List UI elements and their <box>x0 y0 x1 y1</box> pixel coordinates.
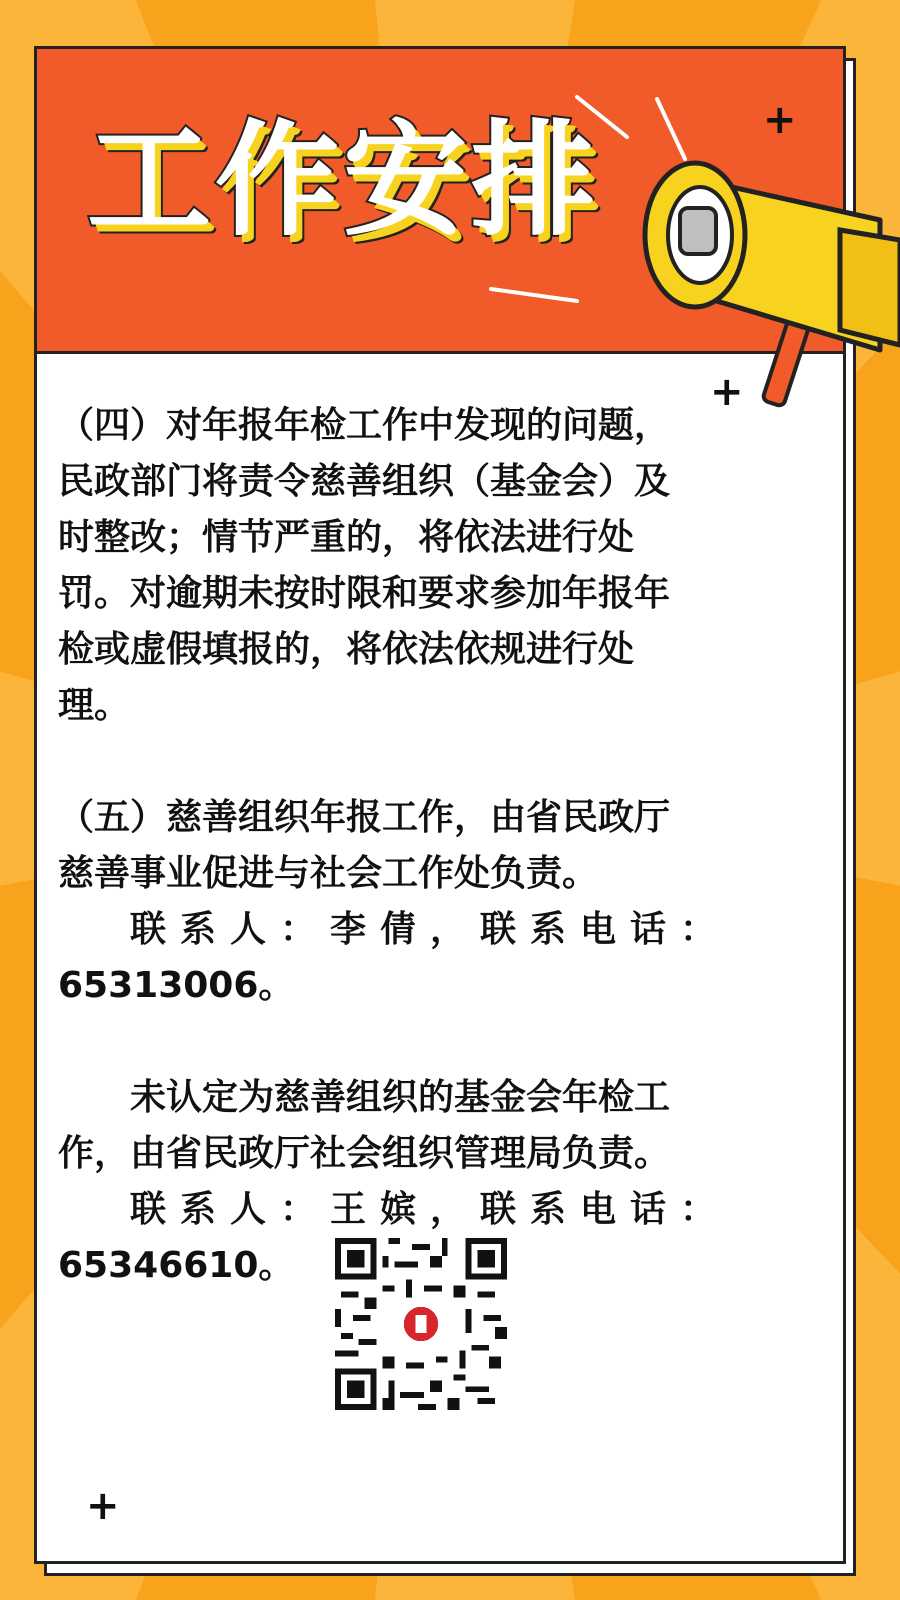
page-title: 工作安排 <box>87 109 600 253</box>
main-content <box>58 398 770 1294</box>
megaphone-icon <box>640 120 900 420</box>
plus-icon: + <box>763 97 797 143</box>
text-line: 作，由省民政厅社会组织管理局负责。 <box>58 1133 671 1174</box>
text-line: 未认定为慈善组织的基金会年检工 <box>130 1077 671 1118</box>
qr-code[interactable] <box>335 1238 507 1410</box>
text-line: 罚。对逾期未按时限和要求参加年报年 <box>58 573 671 614</box>
plus-icon: + <box>710 369 744 415</box>
text-line: 时整改；情节严重的，将依法进行处 <box>58 517 635 558</box>
contact-label: 联系人：王嫔，联系电话： <box>130 1189 731 1230</box>
speed-lines <box>487 281 607 311</box>
text-line: （四）对年报年检工作中发现的问题， <box>58 405 671 446</box>
text-line: 民政部门将责令慈善组织（基金会）及 <box>58 461 671 502</box>
text-line: 理。 <box>58 685 131 726</box>
contact-phone: 65313006。 <box>58 965 295 1006</box>
text-line: （五）慈善组织年报工作，由省民政厅 <box>58 797 671 838</box>
contact-label: 联系人：李倩，联系电话： <box>130 909 731 950</box>
text-line: 检或虚假填报的，将依法依规进行处 <box>58 629 635 670</box>
section-4 <box>58 398 770 734</box>
contact-phone: 65346610。 <box>58 1245 295 1286</box>
section-5 <box>58 790 770 1014</box>
plus-icon: + <box>86 1483 120 1529</box>
text-line: 慈善事业促进与社会工作处负责。 <box>58 853 599 894</box>
